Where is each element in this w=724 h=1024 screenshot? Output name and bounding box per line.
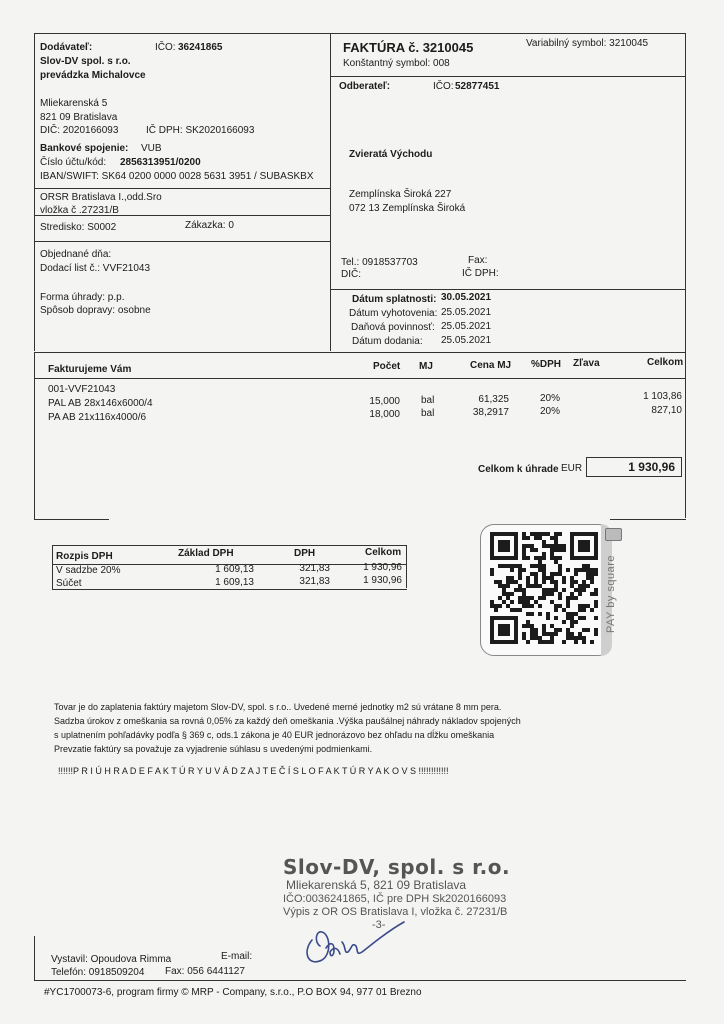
bank-name: VUB <box>141 143 162 154</box>
table-row-1-dph: 20% <box>540 393 561 404</box>
customer-name: Zvieratá Východu <box>349 149 433 160</box>
dates-divider <box>330 289 685 290</box>
vat-row-2-dph: 321,83 <box>299 576 330 587</box>
iban: IBAN/SWIFT: SK64 0200 0000 0028 5631 3951 / SUBASKBX <box>40 171 314 182</box>
note-line-1: Tovar je do zaplatenia faktúry majetom Slov-DV, spol. s r.o.. Uvedené merné jednotky m2 sú vrátane 8 mm pera. <box>54 702 502 712</box>
vat-header-rozpis: Rozpis DPH <box>56 551 113 562</box>
items-header-celkom: Celkom <box>647 357 684 368</box>
variabilny-symbol: Variabilný symbol: 3210045 <box>526 38 649 49</box>
footer-fax: Fax: 056 6441127 <box>165 966 245 977</box>
supplier-label: Dodávateľ: <box>40 42 93 53</box>
vat-row-1-celkom: 1 930,96 <box>363 562 402 573</box>
customer-city: 072 13 Zemplínska Široká <box>349 203 466 214</box>
vat-row-2-celkom: 1 930,96 <box>363 575 402 586</box>
qr-code-icon <box>490 532 598 644</box>
note-line-4: Prevzatie faktúry sa považuje za vyjadrenie súhlasu s uvedenými podmienkami. <box>54 744 373 754</box>
danova-label: Daňová povinnosť: <box>351 322 435 333</box>
total-currency: EUR <box>561 463 583 474</box>
vat-row-1-label: V sadzbe 20% <box>56 565 121 576</box>
paybysquare-label: PAY by square <box>605 554 617 634</box>
frame-middle-line <box>330 33 331 351</box>
supplier-branch: prevádzka Michalovce <box>40 70 146 81</box>
footer-telefon: Telefón: 0918509204 <box>51 967 145 978</box>
account-label: Číslo účtu/kód: <box>40 157 107 168</box>
objednane: Objednané dňa: <box>40 249 112 260</box>
footer-left-line <box>34 936 35 981</box>
vat-header-celkom: Celkom <box>365 547 402 558</box>
stredisko: Stredisko: S0002 <box>40 222 117 233</box>
customer-label: Odberateľ: <box>339 81 391 92</box>
table-row-1-cena: 61,325 <box>478 394 509 405</box>
items-header-cena: Cena MJ <box>470 360 512 371</box>
frame-left-line <box>34 33 35 351</box>
table-row-2-cena: 38,2917 <box>472 407 509 418</box>
zakazka: Zákazka: 0 <box>185 220 234 231</box>
vat-header-dph: DPH <box>294 548 316 559</box>
items-header-zlava: Zľava <box>573 358 600 369</box>
vat-row-2-zaklad: 1 609,13 <box>215 577 254 588</box>
items-header-dph: %DPH <box>531 359 562 370</box>
note-line-2: Sadzba úrokov z omeškania sa rovná 0,05% za každý deň omeškania .Výška paušálnej náhrady nákladov spojených <box>54 716 521 726</box>
stamp-company: Slov-DV, spol. s r.o. <box>283 855 511 879</box>
vat-row-2-label: Súčet <box>56 578 82 589</box>
customer-dic: DIČ: <box>341 269 361 280</box>
account-number: 2856313951/0200 <box>120 157 201 168</box>
footer-vystavil: Vystavil: Opoudova Rimma <box>51 954 172 965</box>
total-label: Celkom k úhrade <box>478 464 559 475</box>
supplier-dic: DIČ: 2020166093 <box>40 125 119 136</box>
supplier-icdph: IČ DPH: SK2020166093 <box>146 125 255 136</box>
danova-value: 25.05.2021 <box>441 321 492 332</box>
frame-top-line <box>34 33 686 34</box>
customer-tel: Tel.: 0918537703 <box>341 257 418 268</box>
vat-left-line <box>52 545 53 590</box>
vat-row-1-zaklad: 1 609,13 <box>215 564 254 575</box>
dodania-label: Dátum dodania: <box>352 336 423 347</box>
register-line-1: ORSR Bratislava I.,odd.Sro <box>40 192 162 203</box>
invoice-header-divider <box>330 76 685 77</box>
payment-warning: !!!!!!P R I Ú H R A D E F A K T Ú R Y U V Á D Z A J T E Č Í S L O F A K T Ú R Y A K O V S !!!!!!!!!!!! <box>58 766 449 776</box>
table-row-2-mj: bal <box>421 408 435 419</box>
supplier-city: 821 09 Bratislava <box>40 112 118 123</box>
table-row-1-desc: PAL AB 28x146x6000/4 <box>48 398 153 409</box>
table-row-2-dph: 20% <box>540 406 561 417</box>
vyhotovenia-value: 25.05.2021 <box>441 307 492 318</box>
register-line-2: vložka č .27231/B <box>40 205 119 216</box>
items-header-desc: Fakturujeme Vám <box>48 364 132 375</box>
supplier-name: Slov-DV spol. s r.o. <box>40 56 131 67</box>
splatnost-label: Dátum splatnosti: <box>352 294 437 305</box>
table-bottom-right-line <box>610 519 686 520</box>
footer-bottom-line <box>34 980 686 981</box>
vat-row-1-dph: 321,83 <box>299 563 330 574</box>
stamp-number: -3- <box>372 919 386 931</box>
customer-fax: Fax: <box>468 255 488 266</box>
vyhotovenia-label: Dátum vyhotovenia: <box>349 308 438 319</box>
stamp-register: Výpis z OR OS Bratislava I, vložka č. 27231/B <box>283 906 508 918</box>
total-value: 1 930,96 <box>628 460 675 474</box>
table-bottom-left-line <box>34 519 109 520</box>
customer-ico-label: IČO: <box>433 81 454 92</box>
table-top-line <box>34 352 685 353</box>
supplier-ico-label: IČO: <box>155 42 176 53</box>
table-left-line <box>34 352 35 520</box>
items-header-mj: MJ <box>419 361 433 372</box>
sposob-dopravy: Spôsob dopravy: osobne <box>40 305 151 316</box>
supplier-divider-3 <box>34 241 330 242</box>
items-header-pocet: Počet <box>373 361 401 372</box>
stamp-ids: IČO:0036241865, IČ pre DPH Sk2020166093 <box>283 893 507 905</box>
dodania-value: 25.05.2021 <box>441 335 492 346</box>
dodaci-list: Dodací list č.: VVF21043 <box>40 263 151 274</box>
supplier-ico: 36241865 <box>178 42 223 53</box>
customer-street: Zemplínska Široká 227 <box>349 189 452 200</box>
signature <box>300 912 420 972</box>
invoice-title: FAKTÚRA č. 3210045 <box>343 40 474 55</box>
bank-label: Bankové spojenie: <box>40 143 129 154</box>
customer-icdph: IČ DPH: <box>462 268 499 279</box>
table-row-1-celkom: 1 103,86 <box>643 391 682 402</box>
vat-header-zaklad: Základ DPH <box>178 548 234 559</box>
table-header-line <box>34 378 685 379</box>
table-row-1-mj: bal <box>421 395 435 406</box>
note-line-3: s uplatnením pohľadávky podľa § 369 c, ods.1 zákona je 40 EUR jednorázovo bez ohľadu na dĺžku omeškania <box>54 730 495 740</box>
table-row-2-celkom: 827,10 <box>651 405 682 416</box>
items-ref: 001-VVF21043 <box>48 384 116 395</box>
vat-bottom-line <box>52 589 407 590</box>
table-row-1-pocet: 15,000 <box>369 396 400 407</box>
splatnost-value: 30.05.2021 <box>441 292 492 303</box>
table-row-2-pocet: 18,000 <box>369 409 400 420</box>
footer-email: E-mail: <box>221 951 253 962</box>
stamp-address: Mliekarenská 5, 821 09 Bratislava <box>286 878 467 892</box>
vat-right-line <box>406 545 407 588</box>
total-box <box>586 457 682 477</box>
card-icon <box>605 528 622 541</box>
forma-uhrady: Forma úhrady: p.p. <box>40 292 125 303</box>
table-row-2-desc: PA AB 21x116x4000/6 <box>48 412 147 423</box>
vat-top-line <box>52 545 407 546</box>
customer-ico: 52877451 <box>455 81 500 92</box>
supplier-divider-1 <box>34 188 330 189</box>
supplier-street: Mliekarenská 5 <box>40 98 108 109</box>
footer-program: #YC1700073-6, program firmy © MRP - Company, s.r.o., P.O BOX 94, 977 01 Brezno <box>44 987 422 998</box>
frame-right-line <box>685 33 686 518</box>
konstantny-symbol: Konštantný symbol: 008 <box>343 58 450 69</box>
